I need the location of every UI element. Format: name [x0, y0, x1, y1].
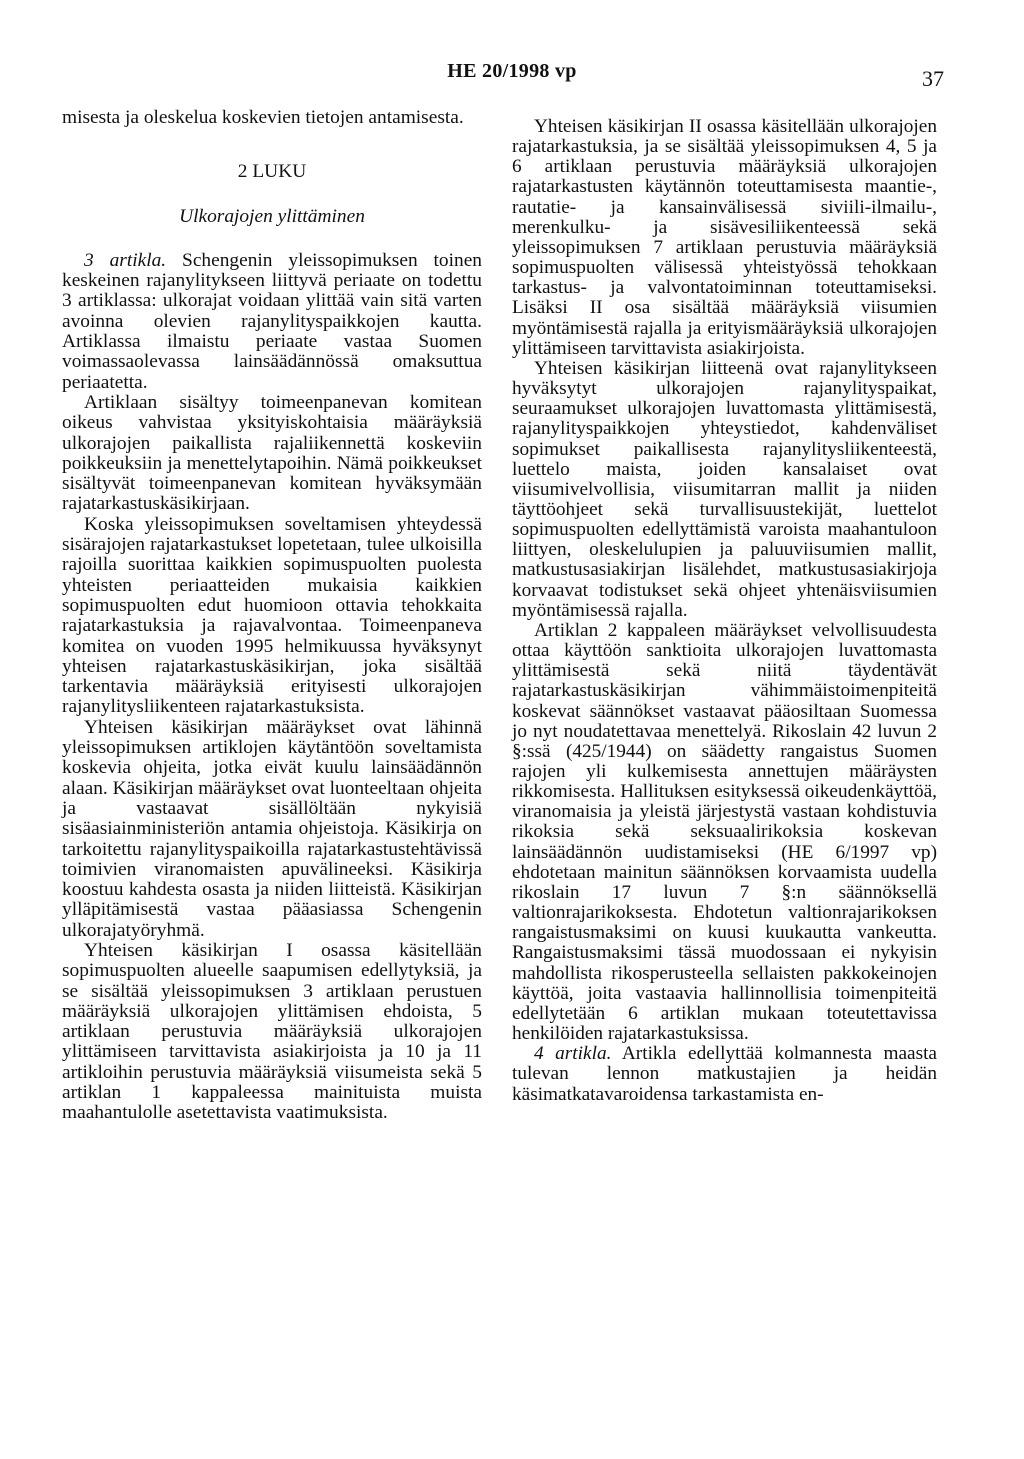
- paragraph: Yhteisen käsikirjan määräykset ovat lähinnä yleissopimuksen artiklojen käytäntöön soveltamista koskevia ohjeita, jotka eivät kuulu lainsäädännön alaan. Käsikirjan määräykset ovat luonteeltaan ohjeita ja vastaavat sisällöltään nykyisiä sisäasiainministeriön antamia ohjeistoja. Käsikirja on tarkoitettu rajanylityspaikoilla rajatarkastustehtävissä toimivien viranomaisten apuvälineeksi. Käsikirja koostuu kahdesta osasta ja niiden liitteistä. Käsikirjan ylläpitämisestä vastaa pääasiassa Schengenin ulkorajatyöryhmä.: [62, 716, 482, 941]
- chapter-title: Ulkorajojen ylittäminen: [179, 205, 365, 227]
- paragraph: Yhteisen käsikirjan I osassa käsitellään sopimuspuolten alueelle saapumisen edellytyksiä, ja se sisältää yleissopimuksen 3 artiklaan perustuen määräyksiä ulkorajojen ylittämisen ehdoista, 5 artiklaan perustuvia määräyksiä ulkorajojen ylittämiseen tarvittavista asiakirjoista ja 10 ja 11 artikloihin perustuvia määräyksiä viisumeista sekä 5 artiklan 1 kappaleessa mainituista muista maahantulolle asetettavista vaatimuksista.: [62, 939, 482, 1124]
- article-3-paragraph: [62, 251, 482, 393]
- paragraph: Yhteisen käsikirjan liitteenä ovat rajanylitykseen hyväksytyt ulkorajojen rajanylityspaikat, seuraamukset ulkorajojen luvattomasta ylittämisestä, rajanylityspaikkojen yhteystiedot, kahdenväliset sopimukset paikallisesta rajanylitysliikenteestä, luettelo maista, joiden kansalaiset ovat viisumivelvollisia, viisumitarran mallit ja niiden täyttöohjeet sekä turvallisuustekijät, luettelot sopimuspuolten edellyttämistä varoista maahantuloon liittyen, oleskelulupien ja paluuviisumien mallit, matkustusasiakirjan lisälehdet, matkustusasiakirjoja korvaavat todistukset sekä ohjeet yhtenäisviisumien myöntämisessä rajalla.: [512, 357, 937, 621]
- article-3-text: Schengenin yleissopimuksen toinen keskeinen rajanylitykseen liittyvä periaate on todettu 3 artiklassa: ulkorajat voidaan ylittää vain sitä varten avoinna olevien rajanylityspaikkojen kautta. Artiklassa ilmaistu periaate vastaa Suomen voimassaolevassa lainsäädännössä omaksuttua periaatetta.: [62, 249, 482, 393]
- paragraph: Artiklan 2 kappaleen määräykset velvollisuudesta ottaa käyttöön sanktioita ulkorajojen luvattomasta ylittämisestä sekä niitä täydentävät rajatarkastuskäsikirjan vähimmäistoimenpiteitä koskevat säännökset vastaavat pääosiltaan Suomessa jo nyt noudatettavaa menettelyä. Rikoslain 42 luvun 2 §:ssä (425/1944) on säädetty rangaistus Suomen rajojen yli kulkemisesta annettujen määräysten rikkomisesta. Hallituksen esityksessä oikeudenkäyttöä, viranomaisia ja yleistä järjestystä vastaan kohdistuvia rikoksia sekä seksuaalirikoksia koskevan lainsäädännön uudistamiseksi (HE 6/1997 vp) ehdotetaan mainitun säännöksen korvaamista uudella rikoslain 17 luvun 7 §:n säännöksellä valtionrajarikoksesta. Ehdotetun valtionrajarikoksen rangaistusmaksimi on kuusi kuukautta vankeutta. Rangaistusmaksimi tässä muodossaan ei nykyisin mahdollista rikosperusteella sellaisten pakkokeinojen käyttöä, joita vastaavia hallinnollisia toimenpiteitä edellytetään 6 artiklan mukaan toteutettavissa henkilöiden rajatarkastuksissa.: [512, 619, 937, 1045]
- article-4-label: 4 artikla.: [534, 1043, 612, 1065]
- article-4-text: Artikla edellyttää kolmannesta maasta tulevan lennon matkustajien ja heidän käsimatkatavaroidensa tarkastamista en-: [512, 1043, 937, 1105]
- page-number: 37: [922, 66, 944, 91]
- chapter-label: 2 LUKU: [237, 161, 307, 183]
- paragraph: Yhteisen käsikirjan II osassa käsitellään ulkorajojen rajatarkastuksia, ja se sisältää yleissopimuksen 4, 5 ja 6 artiklaan perustuvia määräyksiä ulkorajojen rajatarkastusten käytännön toteuttamisesta maantie-, rautatie- ja kansainvälisessä siviili-ilmailu-, merenkulku- ja sisävesiliikenteessä sekä yleissopimuksen 7 artiklaan perustuvia määräyksiä sopimuspuolten välisessä yhteistyössä tehokkaan tarkastus- ja valvontatoiminnan toteuttamiseksi. Lisäksi II osa sisältää määräyksiä viisumien myöntämisestä rajalla ja erityismääräyksiä ulkorajojen ylittämiseen tarvittavista asiakirjoista.: [512, 116, 937, 359]
- paragraph: Artiklaan sisältyy toimeenpanevan komitean oikeus vahvistaa yksityiskohtaisia määräyksiä ulkorajojen paikallista rajaliikennettä koskeviin poikkeuksiin ja menettelytapoihin. Nämä poikkeukset sisältyvät toimeenpanevan komitean hyväksymään rajatarkastuskäsikirjaan.: [62, 391, 482, 515]
- right-column: [512, 117, 937, 1105]
- article-3-label: 3 artikla.: [84, 249, 167, 271]
- document-id: HE 20/1998 vp: [447, 60, 577, 82]
- continuation-text: misesta ja oleskelua koskevien tietojen antamisesta.: [62, 107, 464, 128]
- paragraph: Koska yleissopimuksen soveltamisen yhteydessä sisärajojen rajatarkastukset lopetetaan, tulee ulkoisilla rajoilla suorittaa kaikkien sopimuspuolten puolesta yhteisten periaatteiden mukaisia kaikkien sopimuspuolten edut huomioon ottavia tehokkaita rajatarkastuksia ja rajavalvontaa. Toimeenpaneva komitea on vuoden 1995 helmikuussa hyväksynyt yhteisen rajatarkastuskäsikirjan, joka sisältää tarkentavia määräyksiä erityisesti ulkorajojen rajanylitysliikenteen rajatarkastuksista.: [62, 513, 482, 718]
- left-column: [62, 108, 482, 1124]
- article-4-paragraph: [512, 1044, 937, 1104]
